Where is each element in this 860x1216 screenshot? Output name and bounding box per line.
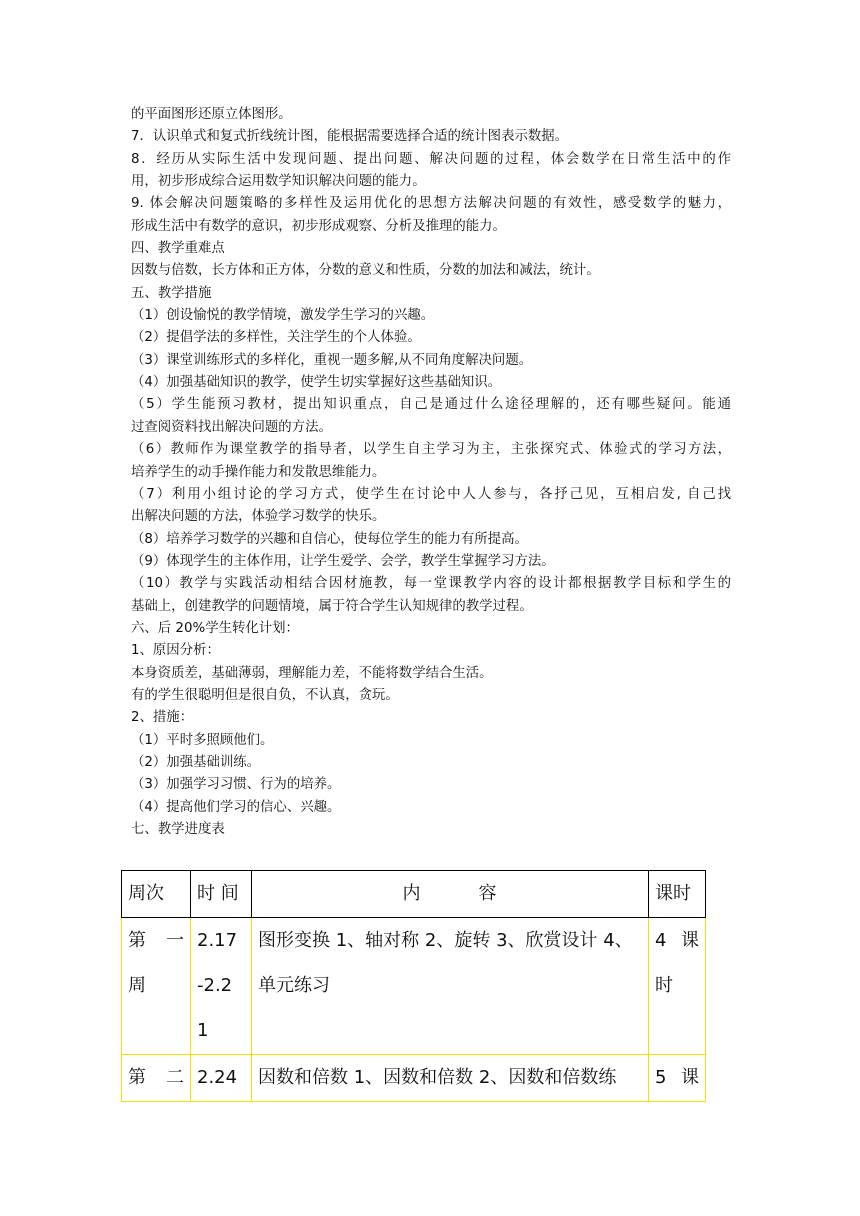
- text-line: 基础上，创建教学的问题情境，属于符合学生认知规律的教学过程。: [131, 598, 533, 614]
- text-line: 本身资质差，基础薄弱，理解能力差，不能将数学结合生活。: [131, 665, 493, 681]
- header-hours: 课时: [649, 871, 706, 918]
- week-cell: 第 二: [122, 1055, 191, 1102]
- text-line: 因数与倍数，长方体和正方体，分数的意义和性质，分数的加法和减法，统计。: [131, 263, 600, 279]
- text-line: 五、教学措施: [131, 285, 212, 301]
- text-line: 过查阅资料找出解决问题的方法。: [131, 419, 332, 435]
- text-line: 2、措施：: [131, 710, 194, 726]
- content-cell: 图形变换 1、轴对称 2、旋转 3、欣赏设计 4、 单元练习: [252, 918, 649, 1055]
- text-line: 9. 体会解决问题策略的多样性及运用优化的思想方法解决问题的有效性，感受数学的魅力，: [131, 196, 731, 212]
- table-header-row: [122, 871, 706, 918]
- text-line: （2）提倡学法的多样性，关注学生的个人体验。: [131, 330, 421, 346]
- text-line: 六、后 20%学生转化计划：: [131, 620, 299, 636]
- text-line: 1、原因分析：: [131, 643, 220, 659]
- text-line: 形成生活中有数学的意识，初步形成观察、分析及推理的能力。: [131, 218, 506, 234]
- text-line: （5）学生能预习教材，提出知识重点，自己是通过什么途径理解的，还有哪些疑问。能通: [131, 397, 731, 413]
- text-line: （3）加强学习习惯、行为的培养。: [131, 777, 341, 793]
- text-line: 7．认识单式和复式折线统计图，能根据需要选择合适的统计图表示数据。: [131, 129, 569, 145]
- week-cell: 第 一 周: [122, 918, 191, 1055]
- text-line: （4）提高他们学习的信心、兴趣。: [131, 799, 341, 815]
- hours-cell: 5 课: [649, 1055, 706, 1102]
- teaching-schedule-table: [121, 870, 706, 1102]
- text-line: 的平面图形还原立体图形。: [131, 107, 292, 122]
- text-line: （1）创设愉悦的教学情境，激发学生学习的兴趣。: [131, 308, 435, 324]
- text-line: （3）课堂训练形式的多样化，重视一题多解,从不同角度解决问题。: [131, 352, 533, 368]
- header-time: 时 间: [191, 871, 252, 918]
- text-line: （2）加强基础训练。: [131, 754, 261, 770]
- text-line: 七、教学进度表: [131, 822, 225, 837]
- hours-cell: 4 课 时: [649, 918, 706, 1055]
- text-line: 培养学生的动手操作能力和发散思维能力。: [131, 464, 386, 480]
- text-line: 用，初步形成综合运用数学知识解决问题的能力。: [131, 174, 426, 190]
- text-line: （1）平时多照顾他们。: [131, 732, 274, 748]
- text-line: 8．经历从实际生活中发现问题、提出问题、解决问题的过程，体会数学在日常生活中的作: [131, 151, 731, 167]
- text-line: 出解决问题的方法，体验学习数学的快乐。: [131, 509, 386, 525]
- text-line: 四、教学重难点: [131, 241, 225, 257]
- text-line: （10）教学与实践活动相结合因材施教，每一堂课教学内容的设计都根据教学目标和学生的: [131, 576, 731, 592]
- text-line: 有的学生很聪明但是很自负，不认真，贪玩。: [131, 687, 399, 703]
- table-row: [122, 1055, 706, 1102]
- document-body: [131, 104, 731, 841]
- header-content: 内 容: [252, 871, 649, 918]
- text-line: （9）体现学生的主体作用，让学生爱学、会学，教学生掌握学习方法。: [131, 553, 555, 569]
- time-cell: 2.17 -2.2 1: [191, 918, 252, 1055]
- table-row: [122, 918, 706, 1055]
- text-line: （7）利用小组讨论的学习方式，使学生在讨论中人人参与，各抒己见，互相启发, 自己找: [131, 486, 731, 502]
- text-line: （8）培养学习数学的兴趣和自信心，使每位学生的能力有所提高。: [131, 531, 528, 547]
- content-cell: 因数和倍数 1、因数和倍数 2、因数和倍数练: [252, 1055, 649, 1102]
- text-line: （4）加强基础知识的教学，使学生切实掌握好这些基础知识。: [131, 375, 502, 391]
- time-cell: 2.24: [191, 1055, 252, 1102]
- header-week: 周次: [122, 871, 191, 918]
- text-line: （6）教师作为课堂教学的指导者，以学生自主学习为主，主张探究式、体验式的学习方法，: [131, 442, 731, 458]
